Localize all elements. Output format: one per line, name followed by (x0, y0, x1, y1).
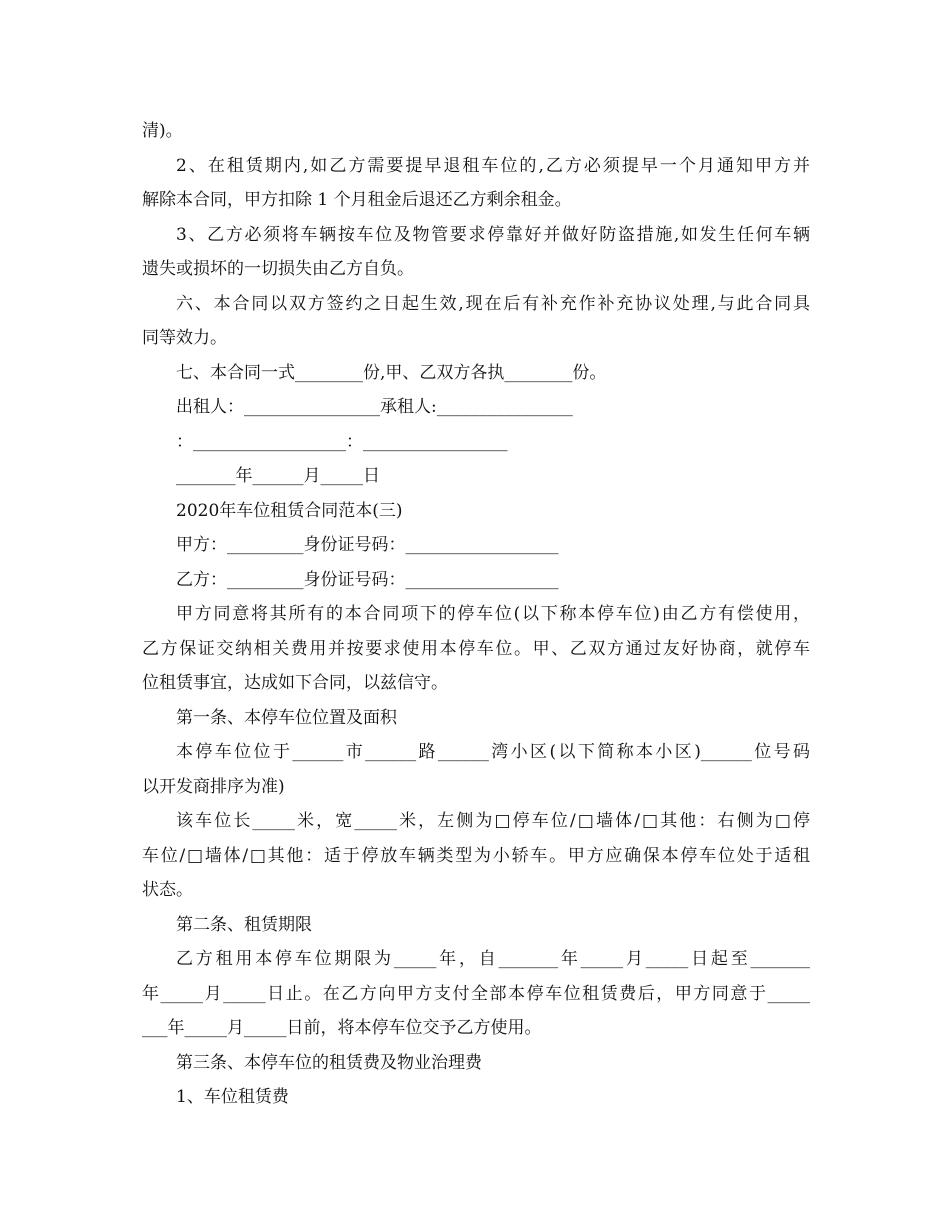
text-line: 乙方保证交纳相关费用并按要求使用本停车位。甲、乙双方通过友好协商，就停车 (142, 638, 810, 659)
text-line: ___年_____月_____日前，将本停车位交予乙方使用。 (142, 1018, 542, 1038)
text-line: 3、乙方必须将车辆按车位及物管要求停靠好并做好防盗措施,如发生任何车辆 (176, 224, 810, 245)
text-line: 年_____月_____日止。在乙方向甲方支付全部本停车位租赁费后，甲方同意于_____ (142, 983, 810, 1004)
text-line: 以开发商排序为准) (142, 776, 285, 797)
party-line: 甲方：_________身份证号码：__________________ (176, 535, 559, 555)
party-line: 乙方：_________身份证号码：__________________ (176, 569, 559, 590)
text-line: 车位/□墙体/□其他：适于停放车辆类型为小轿车。甲方应确保本停车位处于适租 (142, 845, 810, 866)
document-body (142, 114, 810, 1115)
signature-line: ：__________________：_________________ (176, 431, 508, 452)
text-line: 乙方租用本停车位期限为_____年，自_______年_____月_____日起至_______ (176, 949, 810, 969)
article-heading: 第一条、本停车位位置及面积 (176, 707, 397, 728)
text-line: 甲方同意将其所有的本合同项下的停车位(以下称本停车位)由乙方有偿使用， (176, 604, 810, 624)
text-line: 状态。 (142, 880, 193, 900)
text-line: 本停车位位于______市______路______湾小区(以下简称本小区)______位号码 (176, 742, 810, 762)
article-heading: 第三条、本停车位的租赁费及物业治理费 (176, 1052, 482, 1073)
text-line: 七、本合同一式________份,甲、乙双方各执________份。 (176, 362, 607, 383)
section-title: 2020年车位租赁合同范本(三) (176, 500, 403, 521)
date-line: _______年______月_____日 (176, 466, 380, 486)
text-line: 2、在租赁期内,如乙方需要提早退租车位的,乙方必须提早一个月通知甲方并 (176, 155, 810, 176)
text-line: 遗失或损坏的一切损失由乙方自负。 (142, 259, 414, 279)
text-line: 六、本合同以双方签约之日起生效,现在后有补充作补充协议处理,与此合同具 (176, 293, 810, 314)
signature-line: 出租人：________________承租人:________________ (176, 397, 573, 417)
text-line: 解除本合同，甲方扣除 1 个月租金后退还乙方剩余租金。 (142, 190, 572, 210)
text-line: 1、车位租赁费 (176, 1087, 289, 1107)
text-line: 位租赁事宜，达成如下合同，以兹信守。 (142, 673, 448, 693)
text-line: 该车位长_____米，宽_____米，左侧为□停车位/□墙体/□其他：右侧为□停 (176, 811, 810, 831)
article-heading: 第二条、租赁期限 (176, 914, 312, 935)
text-line: 同等效力。 (142, 328, 227, 348)
text-line: 清)。 (142, 121, 183, 141)
